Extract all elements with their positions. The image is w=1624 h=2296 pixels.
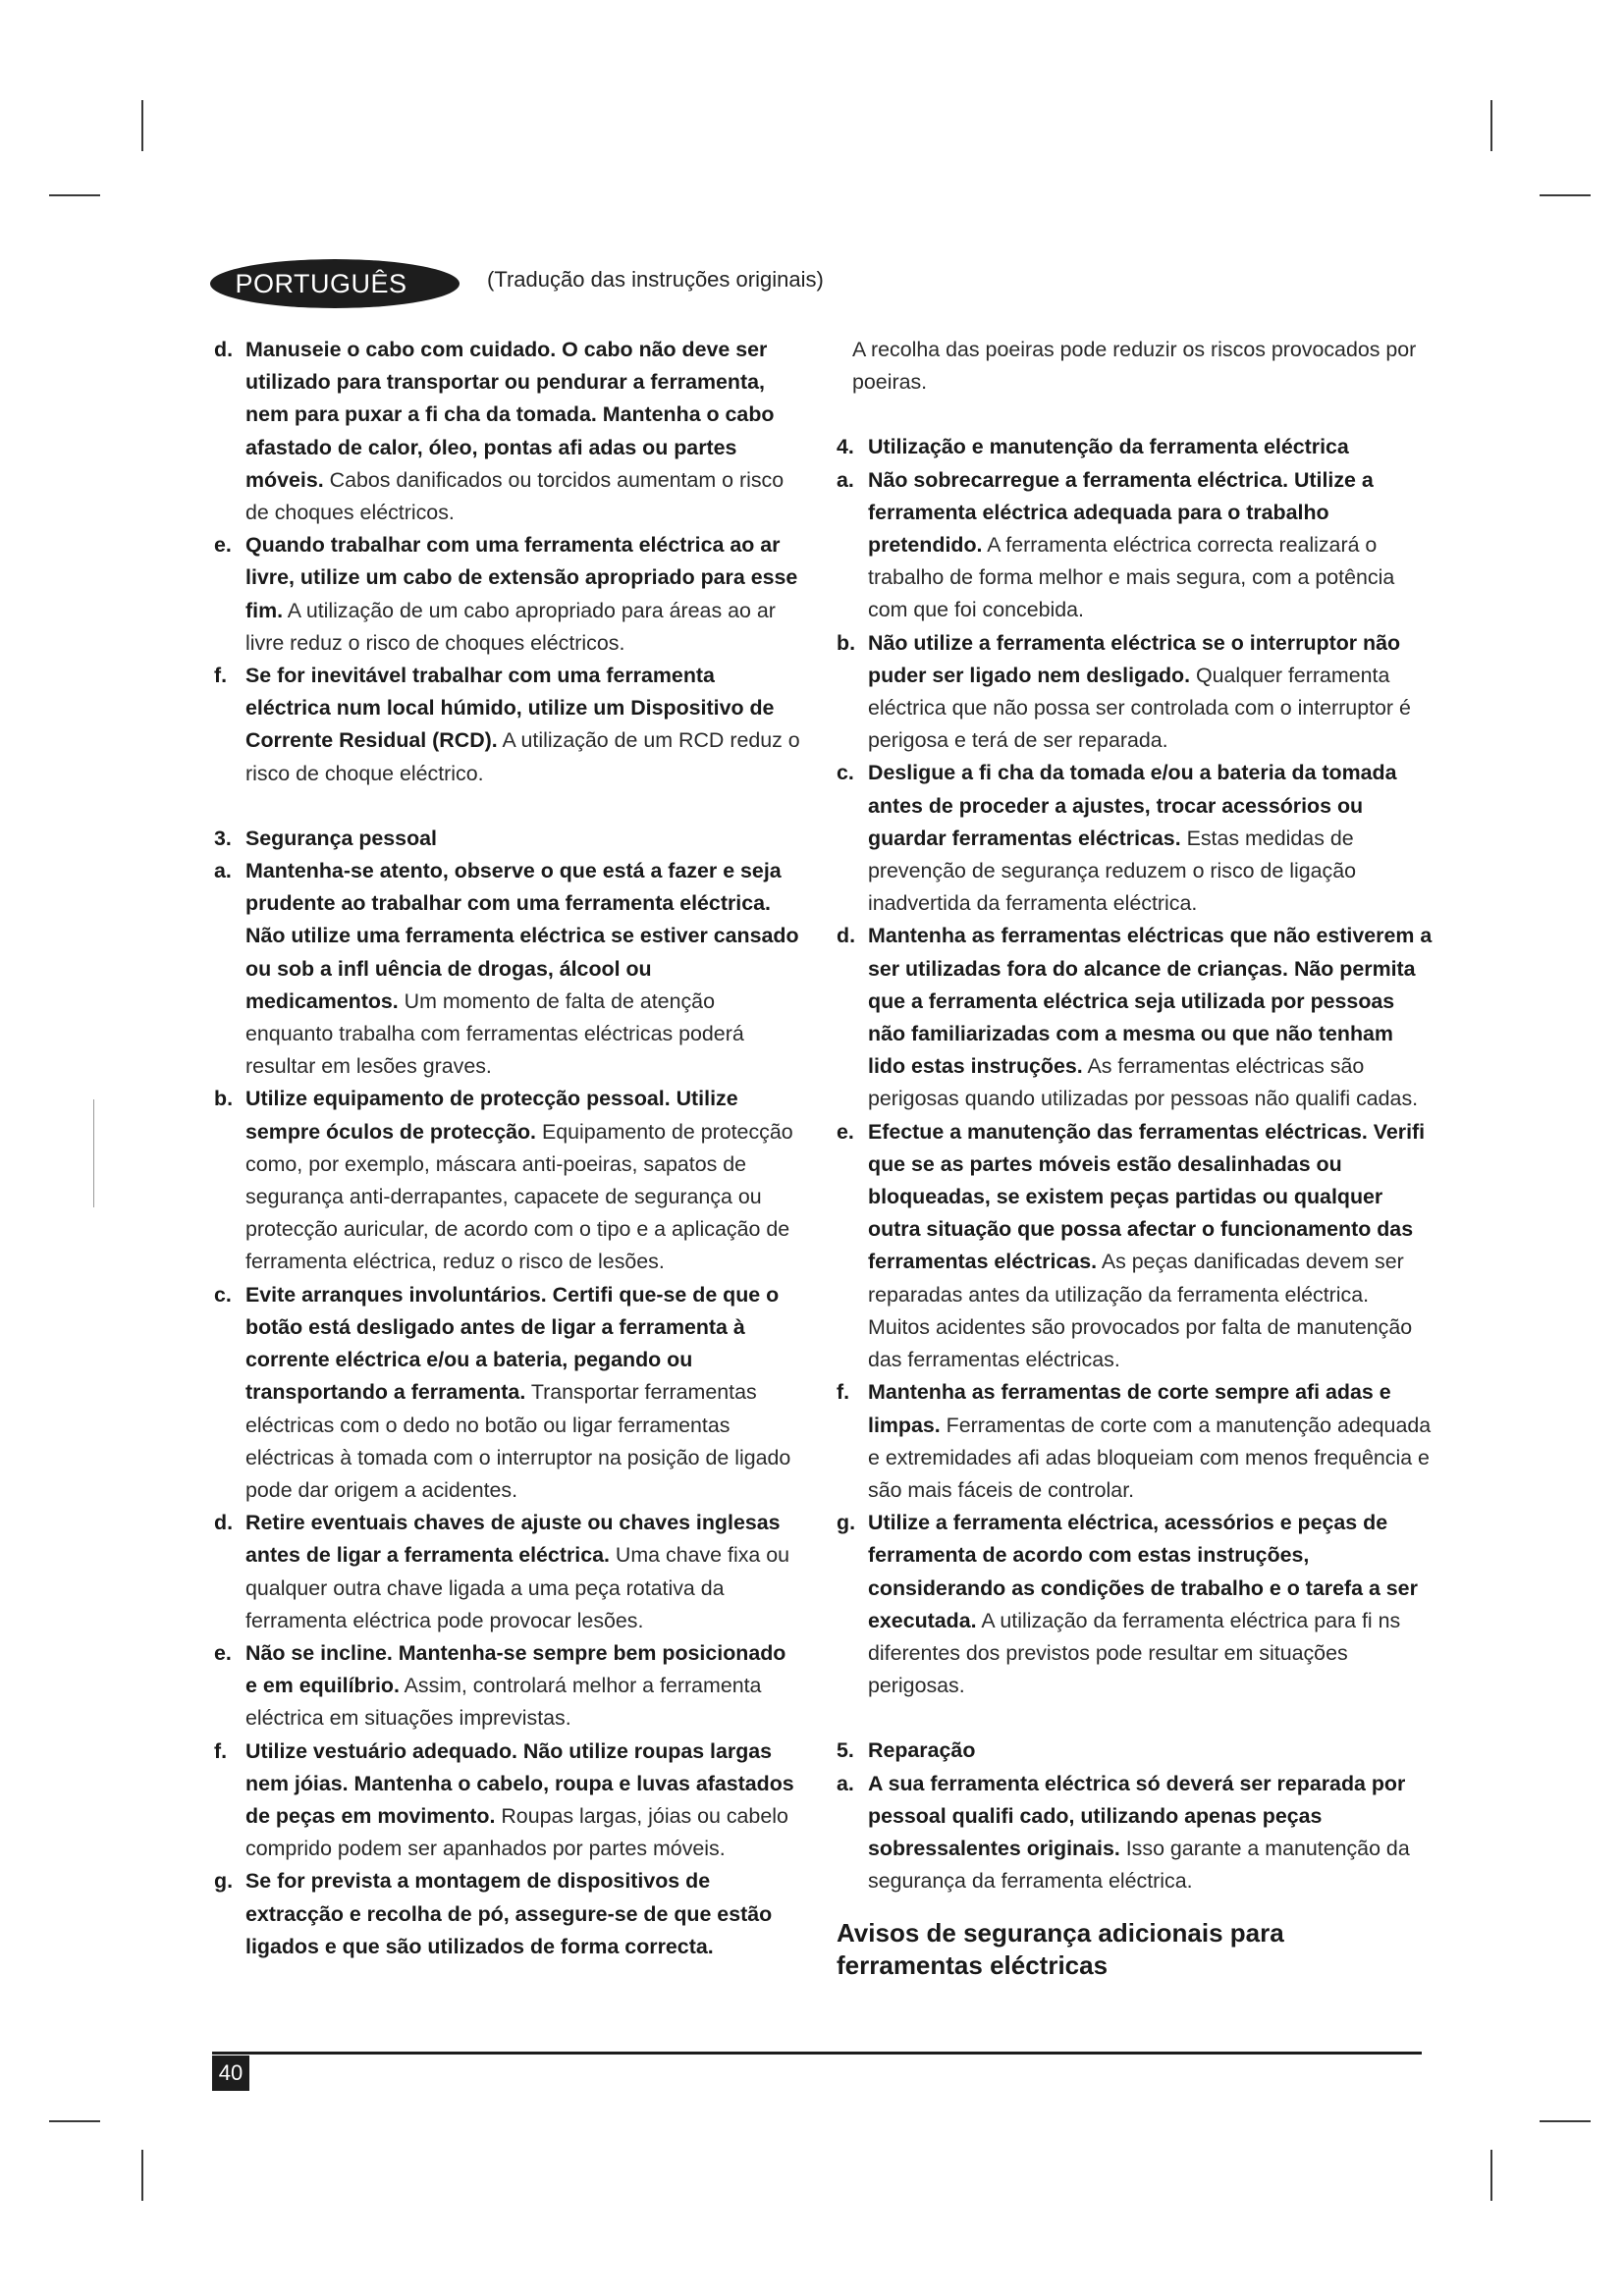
additional-warnings-title: Avisos de segurança adicionais para ferramentas eléctricas	[837, 1918, 1284, 1981]
item-instruction: Mantenha as ferramentas de corte sempre afi adas e limpas.	[868, 1380, 1391, 1437]
item-explanation: A utilização da ferramenta eléctrica para fi ns diferentes dos previstos pode resultar em situações perigosas.	[868, 1608, 1401, 1698]
item-instruction: Mantenha-se atento, observe o que está a fazer e seja prudente ao trabalhar com uma ferramenta eléctrica. Não utilize uma ferramenta eléctrica se estiver cansado ou sob a infl uência de drogas, álcool ou medicamentos.	[245, 859, 799, 1013]
item-marker: d.	[214, 1511, 234, 1535]
item-instruction: Quando trabalhar com uma ferramenta eléctrica ao ar livre, utilize um cabo de extensão apropriado para esse fim.	[245, 533, 798, 622]
item-sharp-cutting-tools	[837, 1376, 1435, 1507]
item-explanation: Qualquer ferramenta eléctrica que não possa ser controlada com o interruptor é perigosa e terá de ser reparada.	[868, 663, 1411, 753]
section-title: Reparação	[868, 1738, 976, 1763]
item-instruction: Manuseie o cabo com cuidado. O cabo não deve ser utilizado para transportar ou pendurar a ferramenta, nem para puxar a fi cha da tomada. Mantenha o cabo afastado de calor, óleo, pontas afi adas ou partes móveis.	[245, 338, 775, 492]
item-dust-extraction	[214, 1865, 803, 1963]
item-explanation: Equipamento de protecção como, por exemplo, máscara anti-poeiras, sapatos de segurança anti-derrapantes, capacete de segurança ou protecção auricular, de acordo com o tipo e a aplicação de ferramenta eléctrica, reduz o risco de lesões.	[245, 1119, 793, 1274]
item-explanation: Transportar ferramentas eléctricas com o dedo no botão ou ligar ferramentas eléctricas à tomada com o interruptor na posição de ligado pode dar origem a acidentes.	[245, 1380, 791, 1502]
item-instruction: Utilize a ferramenta eléctrica, acessórios e peças de ferramenta de acordo com estas instruções, considerando as condições de trabalho e o tarefa a ser executada.	[868, 1511, 1418, 1632]
item-explanation: Uma chave fixa ou qualquer outra chave ligada a uma peça rotativa da ferramenta eléctrica pode provocar lesões.	[245, 1543, 790, 1632]
item-store-away-from-children	[837, 920, 1435, 1115]
item-explanation: Assim, controlará melhor a ferramenta eléctrica em situações imprevistas.	[245, 1674, 762, 1731]
continued-text: A recolha das poeiras pode reduzir os riscos provocados por poeiras.	[852, 338, 1417, 395]
item-explanation: A utilização de um cabo apropriado para áreas ao ar livre reduz o risco de choques eléctricos.	[245, 598, 776, 655]
section-heading-tool-use	[837, 431, 1435, 463]
item-instruction: Efectue a manutenção das ferramentas eléctricas. Verifi que se as partes móveis estão desalinhadas ou bloqueadas, se existem peças partidas ou qualquer outra situação que possa afectar o funcionamento das ferramentas eléctricas.	[868, 1119, 1426, 1274]
item-explanation: As peças danificadas devem ser reparadas antes da utilização da ferramenta eléctrica. Muitos acidentes são provocados por falta de manutenção das ferramentas eléctricas.	[868, 1250, 1413, 1372]
item-adjusting-keys	[214, 1507, 803, 1637]
item-instruction: Não sobrecarregue a ferramenta eléctrica. Utilize a ferramenta eléctrica adequada para o trabalho pretendido.	[868, 467, 1374, 558]
section-title: Segurança pessoal	[245, 826, 437, 850]
section-heading-service	[837, 1735, 1435, 1767]
left-column	[214, 334, 803, 1963]
crop-mark-bottom-right-vertical	[1490, 2150, 1492, 2201]
item-explanation: As ferramentas eléctricas são perigosas quando utilizadas por pessoas não qualifi cadas.	[868, 1054, 1419, 1111]
item-instruction: Não utilize a ferramenta eléctrica se o interruptor não puder ser ligado nem desligado.	[868, 630, 1401, 687]
item-instruction: A sua ferramenta eléctrica só deverá ser reparada por pessoal qualifi cado, utilizando apenas peças sobressalentes originais.	[868, 1771, 1406, 1860]
item-marker: e.	[214, 1640, 232, 1665]
item-instruction: Mantenha as ferramentas eléctricas que não estiverem a ser utilizadas fora do alcance de crianças. Não permita que a ferramenta eléctrica seja utilizada por pessoas não familiarizadas com a mesma ou que não tenham lido estas instruções.	[868, 924, 1433, 1079]
item-instruction: Utilize equipamento de protecção pessoal. Utilize sempre óculos de protecção.	[245, 1087, 738, 1144]
crop-mark-top-right-horizontal	[1540, 194, 1591, 196]
item-explanation: Estas medidas de prevenção de segurança reduzem o risco de ligação inadvertida da ferramenta eléctrica.	[868, 826, 1357, 916]
crop-mark-top-left-horizontal	[49, 194, 100, 196]
item-explanation: A utilização de um RCD reduz o risco de choque eléctrico.	[245, 728, 800, 785]
section-title: Utilização e manutenção da ferramenta eléctrica	[868, 435, 1349, 459]
item-marker: g.	[837, 1511, 856, 1535]
section-number: 4.	[837, 435, 854, 459]
item-explanation: Roupas largas, jóias ou cabelo comprido podem ser apanhados por partes móveis.	[245, 1803, 788, 1861]
item-explanation: Ferramentas de corte com a manutenção adequada e extremidades afi adas bloqueiam com menos frequência e são mais fáceis de controlar.	[868, 1413, 1432, 1502]
item-instruction: Utilize vestuário adequado. Não utilize roupas largas nem jóias. Mantenha o cabelo, roupa e luvas afastados de peças em movimento.	[245, 1738, 794, 1828]
item-explanation: Um momento de falta de atenção enquanto trabalha com ferramentas eléctricas poderá resultar em lesões graves.	[245, 988, 744, 1079]
item-unintentional-start	[214, 1279, 803, 1507]
item-explanation: Isso garante a manutenção da segurança da ferramenta eléctrica.	[868, 1836, 1410, 1894]
item-use-per-instructions	[837, 1507, 1435, 1702]
spacer	[837, 1702, 1435, 1735]
item-marker: f.	[837, 1380, 850, 1405]
item-marker: b.	[837, 630, 856, 655]
item-marker: a.	[837, 1771, 854, 1795]
crop-mark-top-left-vertical	[141, 100, 143, 151]
item-instruction: Desligue a fi cha da tomada e/ou a bateria da tomada antes de proceder a ajustes, trocar acessórios ou guardar ferramentas eléctricas.	[868, 761, 1397, 850]
item-protective-equipment	[214, 1083, 803, 1278]
item-disconnect-plug	[837, 757, 1435, 920]
item-marker: c.	[837, 761, 854, 785]
spacer	[837, 399, 1435, 431]
item-marker: d.	[214, 338, 234, 361]
item-outdoor-extension-cable	[214, 529, 803, 660]
item-instruction: Se for prevista a montagem de dispositivos de extracção e recolha de pó, assegure-se de que estão ligados e que são utilizados de forma correcta.	[245, 1869, 773, 1958]
item-rcd	[214, 660, 803, 790]
right-column	[837, 334, 1435, 1982]
spacer	[214, 790, 803, 823]
section-number: 5.	[837, 1738, 854, 1763]
item-do-not-force	[837, 464, 1435, 627]
item-handle-cable	[214, 334, 803, 529]
crop-mark-top-right-vertical	[1490, 100, 1492, 151]
item-marker: f.	[214, 664, 228, 688]
footer-rule	[212, 2052, 1422, 2055]
item-marker: a.	[837, 467, 854, 492]
item-proper-clothing	[214, 1735, 803, 1866]
item-maintain-tools	[837, 1116, 1435, 1377]
item-instruction: Se for inevitável trabalhar com uma ferramenta eléctrica num local húmido, utilize um Dispositivo de Corrente Residual (RCD).	[245, 664, 775, 753]
margin-bar	[93, 1099, 94, 1207]
crop-mark-bottom-left-horizontal	[49, 2120, 100, 2122]
item-qualified-repair	[837, 1768, 1435, 1898]
item-explanation: Cabos danificados ou torcidos aumentam o risco de choques eléctricos.	[245, 467, 785, 525]
item-marker: a.	[214, 859, 232, 883]
item-explanation: A ferramenta eléctrica correcta realizará o trabalho de forma melhor e mais segura, com a potência com que foi concebida.	[868, 533, 1395, 622]
language-label: PORTUGUÊS	[235, 269, 407, 298]
section-heading-personal-safety	[214, 823, 803, 855]
item-marker: g.	[214, 1869, 234, 1894]
item-switch-faulty	[837, 627, 1435, 758]
translation-note: (Tradução das instruções originais)	[487, 267, 824, 292]
item-marker: c.	[214, 1282, 232, 1307]
crop-mark-bottom-right-horizontal	[1540, 2120, 1591, 2122]
item-marker: e.	[214, 533, 232, 558]
item-marker: f.	[214, 1738, 228, 1763]
item-footing-balance	[214, 1637, 803, 1735]
item-marker: b.	[214, 1087, 234, 1111]
item-instruction: Não se incline. Mantenha-se sempre bem posicionado e em equilíbrio.	[245, 1640, 786, 1698]
crop-mark-bottom-left-vertical	[141, 2150, 143, 2201]
item-marker: e.	[837, 1119, 854, 1144]
page-number: 40	[212, 2056, 249, 2091]
section-number: 3.	[214, 826, 232, 850]
item-marker: d.	[837, 924, 856, 948]
item-stay-alert	[214, 855, 803, 1083]
item-instruction: Retire eventuais chaves de ajuste ou chaves inglesas antes de ligar a ferramenta eléctrica.	[245, 1511, 781, 1568]
item-instruction: Evite arranques involuntários. Certifi que-se de que o botão está desligado antes de ligar a ferramenta à corrente eléctrica e/ou a bateria, pegando ou transportando a ferramenta.	[245, 1282, 780, 1405]
